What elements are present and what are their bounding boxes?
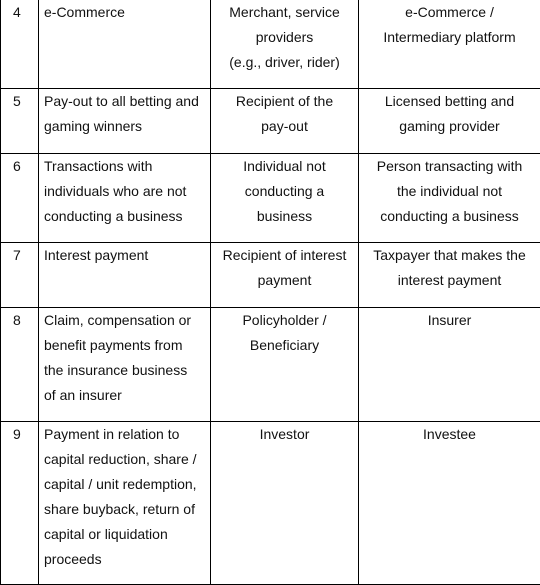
payment-description: e-Commerce (39, 0, 211, 89)
row-number: 5 (1, 89, 39, 154)
payee-cell: Policyholder / Beneficiary (211, 308, 359, 422)
payee-cell: Recipient of the pay-out (211, 89, 359, 154)
row-number: 9 (1, 422, 39, 585)
table-row (1, 422, 540, 585)
payee-cell: Investor (211, 422, 359, 585)
payee-cell: Merchant, service providers (e.g., driver, rider) (211, 0, 359, 89)
table-row (1, 154, 540, 243)
payment-description: Transactions with individuals who are not conducting a business (39, 154, 211, 243)
table-row (1, 0, 540, 89)
payee-cell: Recipient of interest payment (211, 243, 359, 308)
payer-cell: Insurer (359, 308, 540, 422)
payer-cell: Investee (359, 422, 540, 585)
payer-cell: e-Commerce / Intermediary platform (359, 0, 540, 89)
payment-description: Interest payment (39, 243, 211, 308)
payer-cell: Person transacting with the individual not conducting a business (359, 154, 540, 243)
row-number: 6 (1, 154, 39, 243)
payee-cell: Individual not conducting a business (211, 154, 359, 243)
table-row (1, 308, 540, 422)
row-number: 7 (1, 243, 39, 308)
table-row (1, 243, 540, 308)
payer-cell: Taxpayer that makes the interest payment (359, 243, 540, 308)
payment-description: Pay-out to all betting and gaming winners (39, 89, 211, 154)
payment-description: Claim, compensation or benefit payments from the insurance business of an insurer (39, 308, 211, 422)
table-row (1, 89, 540, 154)
payer-cell: Licensed betting and gaming provider (359, 89, 540, 154)
payment-description: Payment in relation to capital reduction, share / capital / unit redemption, share buyback, return of capital or liquidation proceeds (39, 422, 211, 585)
row-number: 8 (1, 308, 39, 422)
row-number: 4 (1, 0, 39, 89)
